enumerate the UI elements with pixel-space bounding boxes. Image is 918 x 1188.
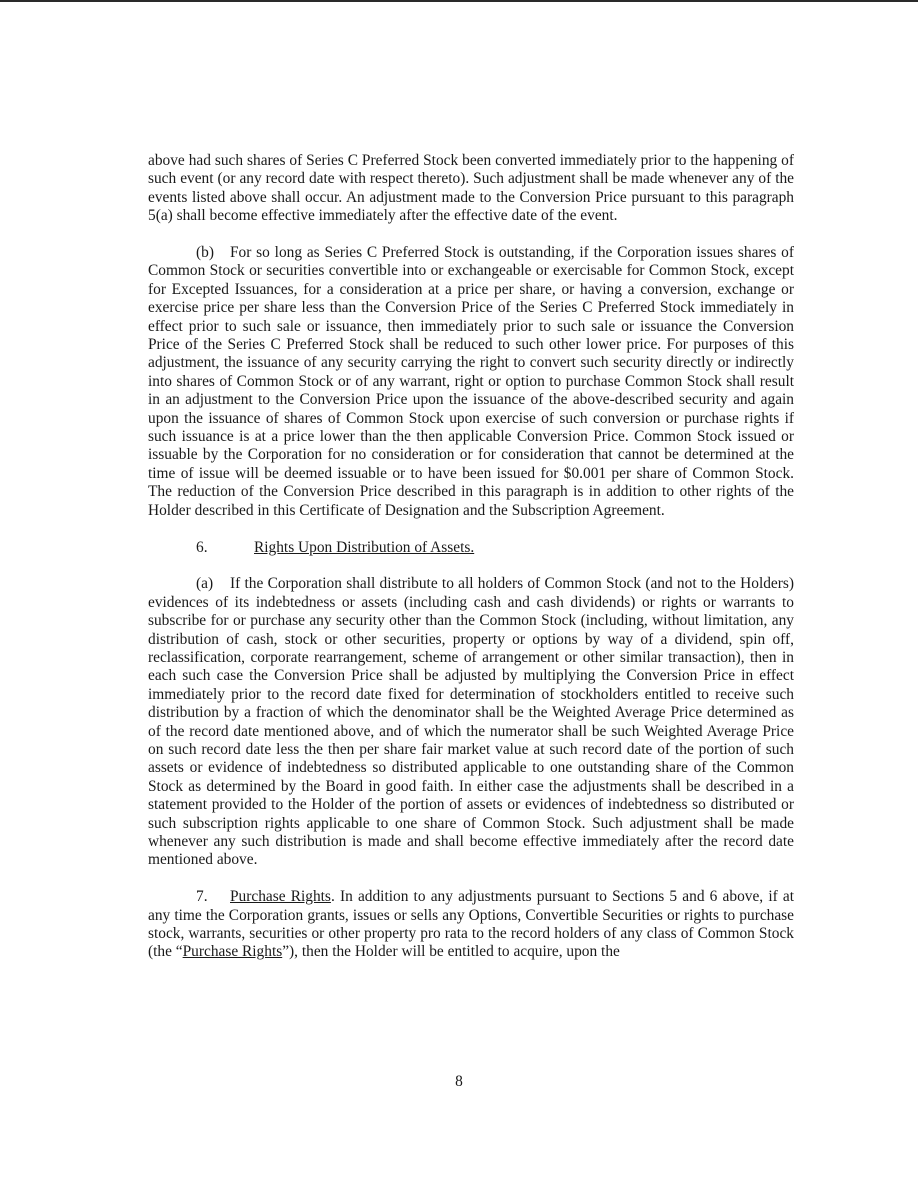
paragraph-6a-label: (a) [196,575,214,593]
section-7-title: Purchase Rights [230,888,331,906]
section-7-text-part-1: . In addition to any adjustments pursuant to Sections 5 and 6 above, if at any time the Corporation grants, issues or sells any Options, Convertible Securities or rights to purchase stock, warrants, securities or other property pro rata to the record holders of any class of Common Stock (the “ [148,888,794,961]
section-6-title: Rights Upon Distribution of Assets. [254,538,475,556]
document-body [148,152,794,980]
paragraph-5b-text: For so long as Series C Preferred Stock is outstanding, if the Corporation issues shares of Common Stock or securities convertible into or exchangeable or exercisable for Common Stock, except for Excepted Issuances, for a consideration at a price per share, or having a conversion, exchange or exercise price per share less than the Conversion Price of the Series C Preferred Stock immediately in effect prior to such sale or issuance, then immediately prior to such sale or issuance the Conversion Price of the Series C Preferred Stock shall be reduced to such other lower price. For purposes of this adjustment, the issuance of any security carrying the right to convert such security directly or indirectly into shares of Common Stock or of any warrant, right or option to purchase Common Stock shall result in an adjustment to the Conversion Price upon the issuance of the above-described security and again upon the issuance of shares of Common Stock upon exercise of such conversion or purchase rights if such issuance is at a price lower than the then applicable Conversion Price. Common Stock issued or issuable by the Corporation for no consideration or for consideration that cannot be determined at the time of issue will be deemed issuable or to have been issued for $0.001 per share of Common Stock. The reduction of the Conversion Price described in this paragraph is in addition to other rights of the Holder described in this Certificate of Designation and the Subscription Agreement. [148,244,794,519]
paragraph-6a [148,575,794,870]
section-7-defined-term: Purchase Rights [182,943,283,961]
paragraph-5b-label: (b) [196,244,214,262]
section-7-text-part-2: ”), then the Holder will be entitled to acquire, upon the [282,943,620,961]
top-border-line [0,0,918,2]
section-6-number: 6. [196,538,208,556]
paragraph-5b [148,244,794,520]
paragraph-6a-text: If the Corporation shall distribute to all holders of Common Stock (and not to the Holders) evidences of its indebtedness or assets (including cash and cash dividends) or rights or warrants to subscribe for or purchase any security other than the Common Stock (including, without limitation, any distribution of cash, stock or other securities, property or options by way of a dividend, spin off, reclassification, corporate rearrangement, scheme of arrangement or other similar transaction), then in each such case the Conversion Price shall be adjusted by multiplying the Conversion Price in effect immediately prior to the record date fixed for determination of stockholders entitled to receive such distribution by a fraction of which the denominator shall be the Weighted Average Price determined as of the record date mentioned above, and of which the numerator shall be such Weighted Average Price on such record date less the then per share fair market value at such record date of the portion of such assets or evidence of indebtedness so distributed applicable to one outstanding share of the Common Stock as determined by the Board in good faith. In either case the adjustments shall be described in a statement provided to the Holder of the portion of assets or evidences of indebtedness so distributed or such subscription rights applicable to one share of Common Stock. Such adjustment shall be made whenever any such distribution is made and shall become effective immediately after the record date mentioned above. [148,575,794,869]
paragraph-continuation: above had such shares of Series C Preferred Stock been converted immediately prior to the happening of such event (or any record date with respect thereto). Such adjustment shall be made whenever any of the events listed above shall occur. An adjustment made to the Conversion Price pursuant to this paragraph 5(a) shall become effective immediately after the effective date of the event. [148,152,794,225]
section-6-heading [148,539,794,557]
page-number: 8 [455,1073,463,1090]
section-7-paragraph [148,888,794,962]
section-7-number: 7. [196,888,208,906]
